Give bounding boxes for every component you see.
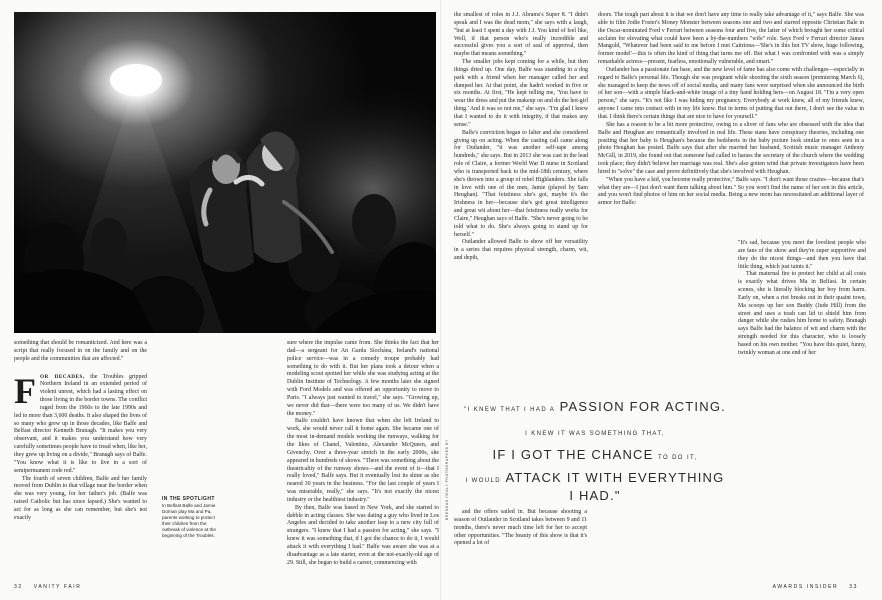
paragraph: That maternal fire to protect her child at all costs is exactly what drives Ma in Belfast. In certain scenes, she is literally blocking her boy from harm. Early on, when a riot breaks out in their quaint town, Ma scoops up her son Buddy (Jude Hill) from the street and uses a trash can lid to shield him from danger while she rushes him home to safety. Branagh says Balfe had the balance of wit and charm with the strength needed for this character, who is loosely based on his own mother. "You have this quiet, funny, twinkly woman at one end of her (738, 271, 866, 356)
photo-credit: BRENDAN HEALY PHOTOGRAPHED BY (445, 439, 449, 520)
body-column-2 (287, 340, 439, 576)
paragraph: sure where the impulse came from. She thinks the fact that her dad—a sergeant for An Garda Síochána, Ireland's national police service—was in a comedy troupe probably had something to do with it. But her plans took a detour when a modeling scout spotted her while she was studying acting at the Dublin Institute of Technology. A few months later she signed with Ford Models and was offered an opportunity to move to Paris. "I always just wanted to travel," she says. "Growing up, we never did that—there were too many of us. We didn't have the money." (287, 340, 439, 417)
body-column-1 (14, 340, 147, 576)
pull-quote-small-text: TO DO IT, (657, 455, 698, 461)
pull-quote-small-text: "I KNEW THAT I HAD A (464, 407, 556, 413)
pull-quote-large-text: IF I GOT THE CHANCE (492, 447, 654, 462)
body-column-4 (598, 12, 864, 240)
photo-caption-sidebar (162, 496, 216, 539)
paragraph: By then, Balfe was based in New York, and she started to dabble in acting classes. She was dating a guy who lived in Los Angeles and decided to take another leap to a new city full of strangers. "I knew that I had a passion for acting," she says. "I knew it was something that, if I got the chance to do it, I would attack it with everything I had." Balfe was aware she was at a disadvantage as a late starter, even at the not-exactly-old age of 29. Still, she began to build a career, commencing with (287, 504, 439, 566)
paragraph: Outlander has a passionate fan base, and the new level of fame has also come with challenges—especially in regard to Balfe's personal life. Though she was pregnant while shooting the sixth season (premiering March 6), she managed to keep the news off of social media, and many fans were surprised when she announced the birth of her son—with a simple black-and-white image of a tiny hand holding hers—on August 18. "I'm a very open person," she says. "It's not like I was hiding my pregnancy. Everybody at work knew, all of my friends knew, anyone I came into contact with in my life knew. But in terms of putting that out there, I don't see the value in that. I think there's certain things that are nice to have for yourself." (598, 66, 864, 120)
paragraph: and the offers sailed in. But because shooting a season of Outlander in Scotland takes between 9 and 11 months, there's never much time left for her to accept other opportunities. "The beauty of this show is that it's opened a lot of (454, 509, 587, 547)
paragraph: The smaller jobs kept coming for a while, but then things dried up. One day, Balfe was standing in a dog park with a friend when her manager called her and dumped her. At that point, she hadn't worked in five or six months. At first, "He kept telling me, 'You have to wear the dress and put the makeup on and do the hot-girl thing.' And it was so not me," she says. "I'm glad I knew that I wanted to do it with integrity, if that makes any sense." (454, 59, 588, 128)
pull-quote-line-5 (458, 487, 732, 505)
dancing-couple-image (14, 12, 436, 333)
right-folio (773, 584, 866, 590)
sidebar-title: IN THE SPOTLIGHT (162, 496, 215, 502)
body-column-5 (738, 240, 866, 576)
pull-quote-line-4 (458, 469, 732, 487)
feature-photo (14, 12, 436, 333)
paragraph: Outlander allowed Balfe to show off her versatility in a series that requires physical strength, charm, wit, and depth, (454, 239, 588, 262)
body-column-6 (454, 509, 587, 577)
paragraph: "When you have a kid, you become really protective," Balfe says. "I don't want those crazies—because that's what they are—I just don't want them talking about him." So you won't find the name of her son in this article, and you won't find photos of him on her social media. Being a new mom has necessitated an additional layer of armor for Balfe: (598, 176, 864, 207)
paragraph: Balfe's conviction began to falter and she considered giving up on acting. When the casting call came along for Outlander, "it was another self-tape among hundreds," she says. But in 2013 she was cast in the lead role of Claire, a former World War II nurse in Scotland who is transported back to the mid-18th century, where she's thrown into a group of rebel Highlanders. She falls in love with one of the men, Jamie (played by Sam Heughan). "That feistiness she's got, maybe it's the Irishness in her—because she's got great intelligence and great wit about her—that feistiness really works for Claire," Heughan says of Balfe. "She's never going to be told what to do. She's always going to stand up for herself." (454, 129, 588, 238)
section-opening (14, 370, 148, 476)
pull-quote-line-2 (458, 422, 732, 440)
paragraph: Balfe couldn't have known that when she left Ireland to work, she would never call it home again. She became one of the most in-demand models working the runways, walking for the likes of Chanel, Valentino, Alexander McQueen, and Givenchy. Over a three-year stretch in the early 2000s, she appeared in hundreds of shows. "There was something about the theatricality of the runway shows—and the event of it—that I really loved," Balfe says. But it eventually lost its shine as she neared 30 years in the business. "For the last couple of years I was miserable, really," she says. "It's not exactly the nicest industry or the healthiest industry." (287, 418, 439, 503)
section-name: AWARDS INSIDER (772, 584, 839, 590)
page-number-left: 32 (14, 584, 23, 590)
pull-quote (458, 398, 732, 505)
paragraph: the smallest of roles in J.J. Abrams's Super 8. "I didn't speak and I was the dead mom," she says with a laugh, "but at least I spent a day with J.J. You kind of feel like, Well, if that person who's really incredible and successful gives you a sort of seal of approval, then maybe that means something." (454, 12, 588, 58)
page-gutter (440, 0, 442, 600)
pull-quote-large-text: I HAD." (569, 488, 621, 503)
magazine-name: VANITY FAIR (33, 584, 82, 590)
paragraph: The fourth of seven children, Balfe and her family moved from Dublin to that village near the border when she was very young, for her father's job. (Balfe was raised Catholic but has since lapsed.) She's wanted to act for as long as she can remember, but she's not exactly (14, 475, 147, 521)
paragraph-text: the Troubles gripped Northern Ireland in an extended period of violent unrest, which had a lasting effect on those living in the border towns. The conflict raged from the 1960s to the late 1990s and led to more than 3,600 deaths. It also shaped the lives of so many who grew up in those decades, like Balfe and Belfast director Kenneth Branagh. "It makes you very observant, and it makes you understand how very carefully sometimes people have to tread when, like her, they grew up living on a divide," Branagh says of Balfe. "You know what it is like to live in a sort of semipermanent code red." (14, 373, 148, 474)
paragraph: She has a reason to be a bit more protective, owing to a sliver of fans who are obsessed with the idea that Balfe and Heughan are romantically involved in real life. These stans have conspiracy theories, including one positing that her baby is Heughan's because the bedsheets in the baby picture look similar to ones seen in a photo Heughan has posted. Balfe says that after she married her husband, Scottish music manager Anthony McGill, in 2019, she found out that someone had called to harass the secretary of the church where the wedding took place; they didn't believe her marriage was real. She's also gotten wind that private investigators have been hired to "solve" the case and prove definitively that she's involved with Heughan. (598, 121, 864, 175)
pull-quote-large-text: PASSION FOR ACTING. (559, 399, 726, 414)
paragraph: "It's sad, because you meet the loveliest people who are fans of the show and they're super supportive and they do the nicest things—and then you have that little thing, which just taints it." (738, 240, 866, 270)
paragraph: something that should be romanticized. And here was a script that really focused in on the family and on the people and the communities that are affected." (14, 340, 147, 362)
pull-quote-line-3 (458, 446, 732, 464)
left-folio (14, 584, 89, 590)
sidebar-body: In Belfast Balfe and Jamie Dornan play Ma and Pa, parents working to protect their children from the outbreak of violence at the beginning of the Troubles. (162, 503, 216, 538)
pull-quote-large-text: ATTACK IT WITH EVERYTHING (505, 470, 725, 485)
pull-quote-line-1 (458, 398, 732, 416)
drop-cap: F (14, 370, 36, 411)
paragraph: doors. The tough part about it is that we don't have any time to really take advantage of it," says Balfe. She was able to film Jodie Foster's Money Monster between seasons one and two and starred opposite Christian Bale in the Oscar-nominated Ford v Ferrari between seasons four and five, the latter of which brought her some critical acclaim for elevating what could have been a by-the-numbers "wife" role. Says Ford v Ferrari director James Mangold, "Whatever had been said to me before I met Caitriona—'She's in this hot TV show, huge following, former model'—this is often the kind of thing that turns me off. But what I was confronted with was a simply remarkable actress—present, fearless, emotionally vulnerable, and smart." (598, 12, 864, 66)
body-column-3 (454, 12, 588, 384)
page-number-right: 33 (849, 584, 858, 590)
pull-quote-small-text: I WOULD (465, 478, 501, 484)
lead-in-caps: OR DECADES, (40, 373, 85, 380)
pull-quote-small-text: I KNEW IT WAS SOMETHING THAT, (525, 431, 665, 437)
